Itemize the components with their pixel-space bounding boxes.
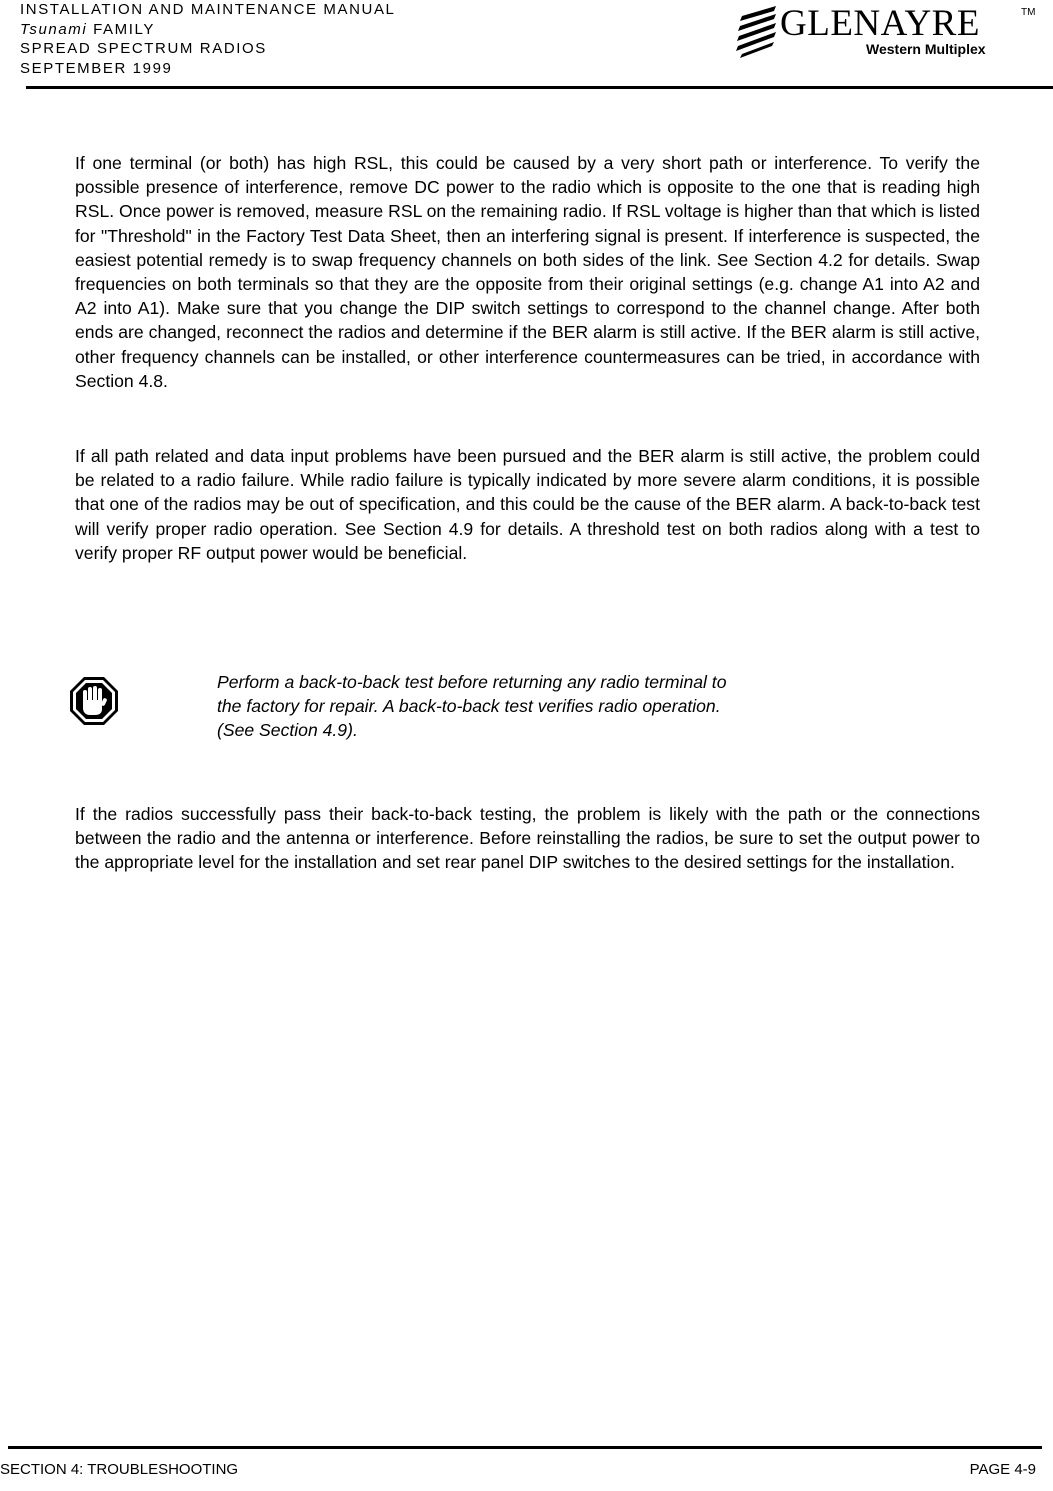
- product-family-suffix: FAMILY: [87, 20, 155, 38]
- product-name: Tsunami: [20, 20, 88, 38]
- paragraph-reinstall: If the radios successfully pass their back-to-back testing, the problem is likely with the path or the connections between the radio and the antenna or interference. Before reinstalling the radios, be sure to set the output power to the appropriate level for the installation and set rear panel DIP switches to the desired settings for the installation.: [75, 804, 980, 873]
- logo-trademark: TM: [1021, 7, 1036, 18]
- header-divider: [26, 86, 1053, 89]
- document-header: [20, 0, 396, 78]
- footer-divider: [8, 1446, 1042, 1449]
- stop-hand-icon: [69, 676, 119, 726]
- footer-section-label: SECTION 4: TROUBLESHOOTING: [0, 1461, 239, 1478]
- logo-subtitle: Western Multiplex: [866, 41, 986, 57]
- glenayre-logo: [736, 2, 1042, 60]
- paragraph-high-rsl: If one terminal (or both) has high RSL, this could be caused by a very short path or interference. To verify the possible presence of interference, remove DC power to the radio which is opposite to the one that is reading high RSL. Once power is removed, measure RSL on the remaining radio. If RSL voltage is higher than that which is listed for "Threshold" in the Factory Test Data Sheet, then an interfering signal is present. If interference is suspected, the easiest potential remedy is to swap frequency channels on both sides of the link. See Section 4.2 for details. Swap frequencies on both terminals so that they are the opposite from their original settings (e.g. change A1 into A2 and A2 into A1). Make sure that you change the DIP switch settings to correspond to the channel change. After both ends are changed, reconnect the radios and determine if the BER alarm is still active. If the BER alarm is still active, other frequency channels can be installed, or other interference countermeasures can be tried, in accordance with Section 4.8.: [75, 153, 980, 391]
- publication-date: SEPTEMBER 1999: [20, 59, 173, 77]
- logo-brand-text: GLENAYRE: [780, 3, 980, 44]
- footer-page-number: PAGE 4-9: [969, 1461, 1036, 1478]
- product-subtitle: SPREAD SPECTRUM RADIOS: [20, 40, 267, 57]
- note-line-1: Perform a back-to-back test before returning any radio terminal to: [217, 672, 727, 692]
- note-line-2: the factory for repair. A back-to-back test verifies radio operation.: [217, 696, 721, 717]
- warning-note: [217, 670, 857, 743]
- manual-title: INSTALLATION AND MAINTENANCE MANUAL: [20, 1, 396, 18]
- paragraph-radio-failure: If all path related and data input problems have been pursued and the BER alarm is still active, the problem could be related to a radio failure. While radio failure is typically indicated by more severe alarm conditions, it is possible that one of the radios may be out of specification, and this could be the cause of the BER alarm. A back-to-back test will verify proper radio operation. See Section 4.9 for details. A threshold test on both radios along with a test to verify proper RF output power would be beneficial.: [75, 446, 980, 563]
- product-family: [20, 20, 396, 40]
- logo-swoosh-mark: [736, 6, 776, 58]
- note-line-3: (See Section 4.9).: [217, 720, 358, 741]
